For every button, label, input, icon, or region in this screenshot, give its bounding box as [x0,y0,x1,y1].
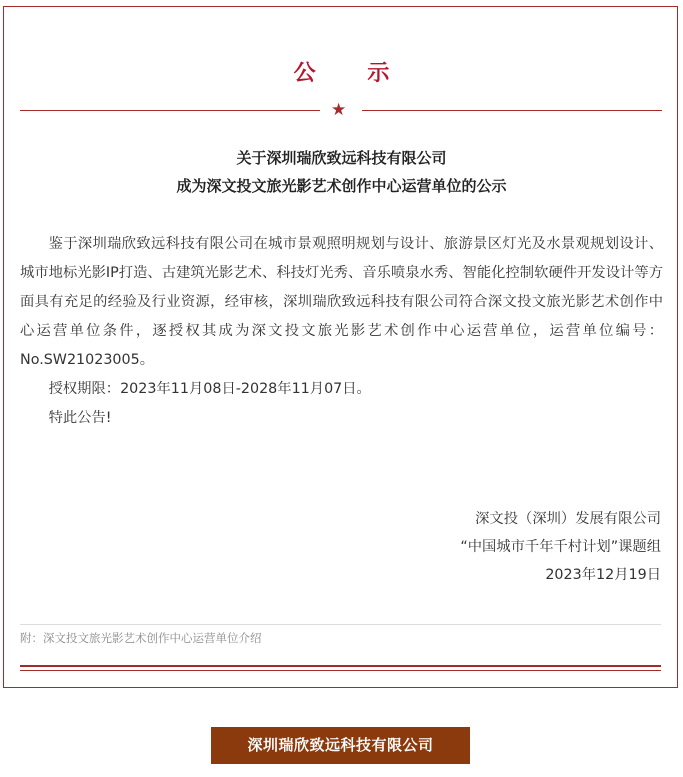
star-icon: ★ [331,100,347,120]
attachment-divider [20,624,661,625]
bottom-rule-thin [20,670,661,671]
notice-body [20,230,663,433]
subtitle-line-1: 关于深圳瑞欣致远科技有限公司 [236,149,447,167]
divider-left [20,110,320,111]
bottom-rule-thick [20,665,661,667]
notice-title: 公 示 [293,61,412,86]
signature-group: “中国城市千年千村计划”课题组 [460,539,661,555]
body-paragraph-1: 鉴于深圳瑞欣致远科技有限公司在城市景观照明规划与设计、旅游景区灯光及水景观规划设计、城市地标光影IP打造、古建筑光影艺术、科技灯光秀、音乐喷泉水秀、智能化控制软硬件开发设计等方面具有充足的经验及行业资源，经审核，深圳瑞欣致远科技有限公司符合深文投文旅光影艺术创作中心运营单位条件，逐授权其成为深文投文旅光影艺术创作中心运营单位，运营单位编号：No.SW21023005。 [20,236,663,368]
signature-org: 深文投（深圳）发展有限公司 [475,511,661,527]
attachment-note[interactable]: 附：深文投文旅光影艺术创作中心运营单位介绍 [20,631,262,645]
subtitle-line-2: 成为深文投文旅光影艺术创作中心运营单位的公示 [176,177,507,195]
divider-right [362,110,662,111]
notice-subtitle [0,144,683,200]
company-name-button[interactable]: 深圳瑞欣致远科技有限公司 [211,727,470,764]
body-paragraph-3: 特此公告! [48,410,112,426]
signature-block [460,505,661,589]
signature-date: 2023年12月19日 [545,567,661,583]
body-paragraph-2: 授权期限：2023年11月08日-2028年11月07日。 [48,381,371,397]
